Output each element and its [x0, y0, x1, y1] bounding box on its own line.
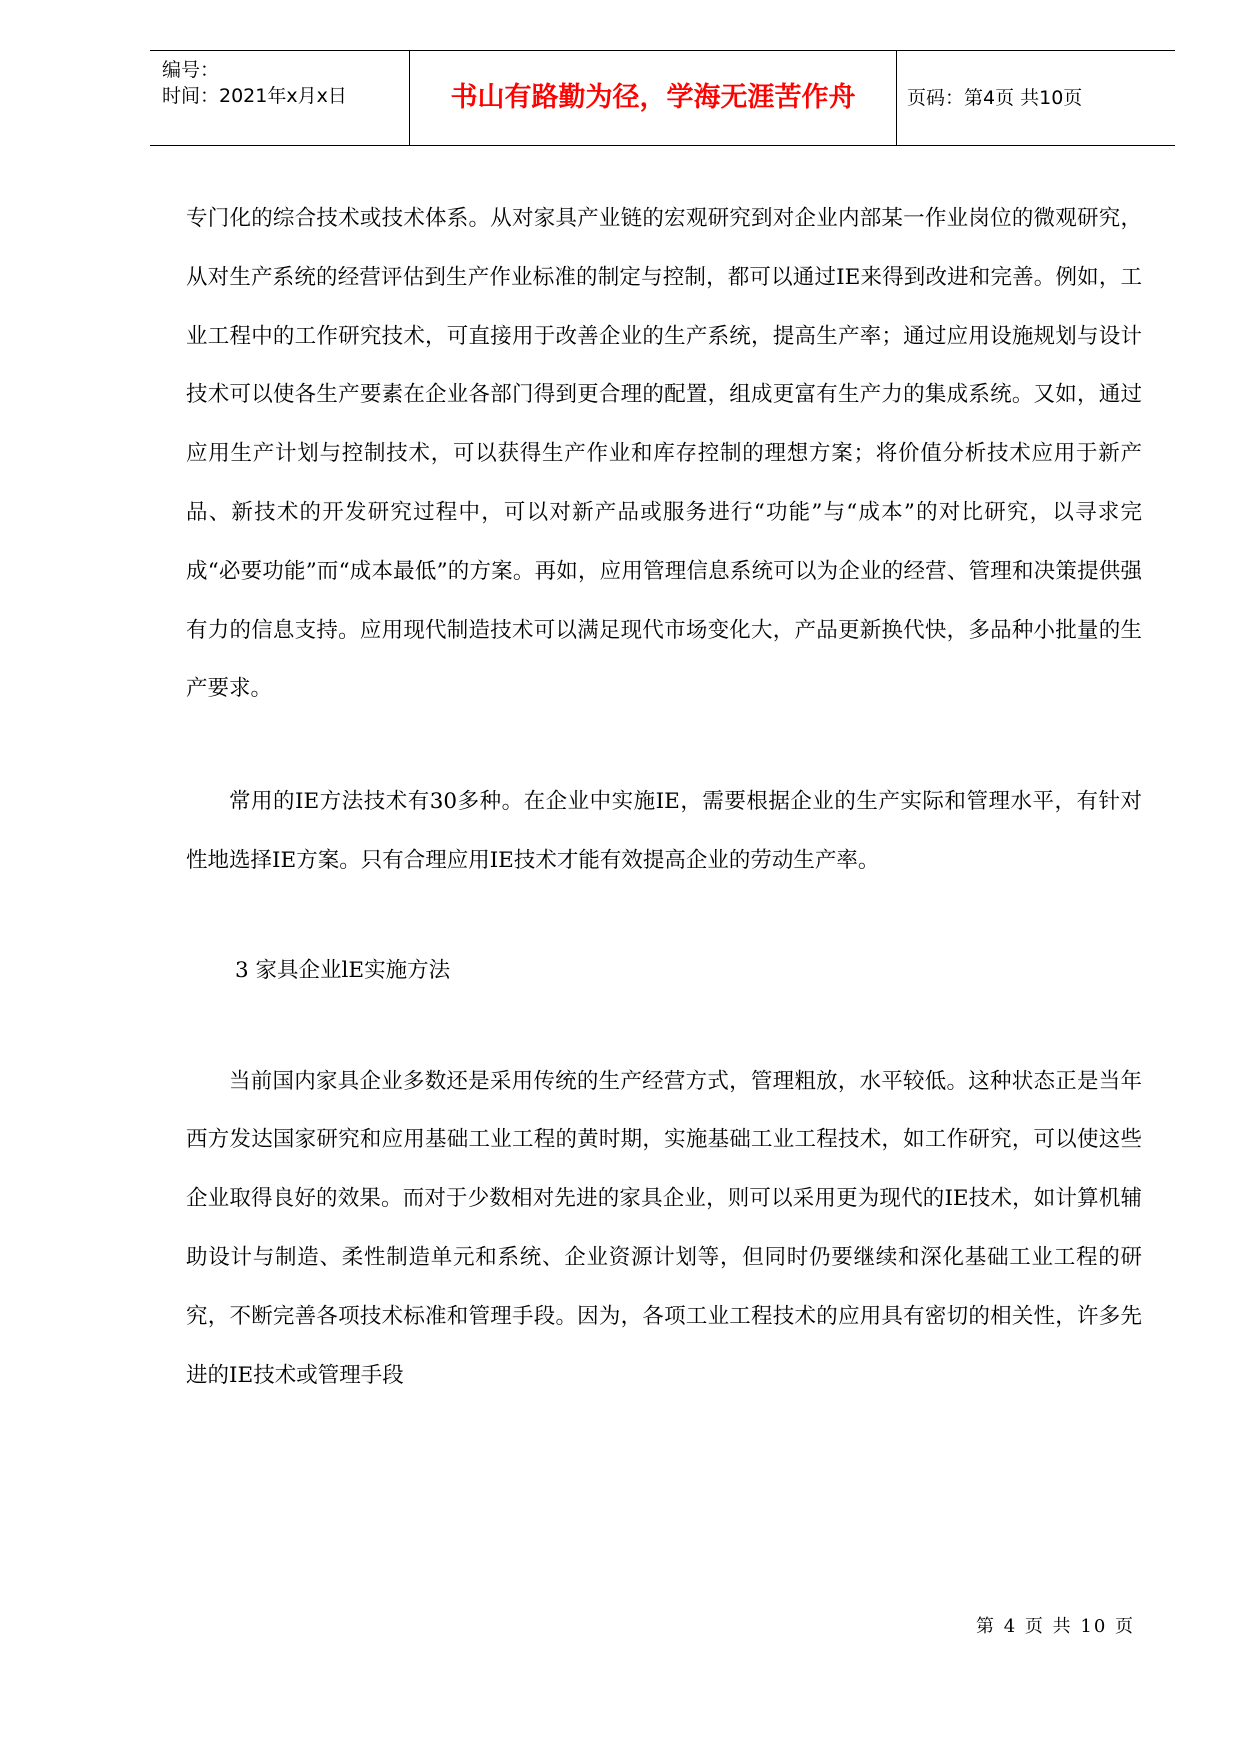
section-heading: 3 家具企业lE实施方法 [235, 957, 451, 983]
paragraph-3: 当前国内家具企业多数还是采用传统的生产经营方式，管理粗放，水平较低。这种状态正是当年西方发达国家研究和应用基础工业工程的黄时期，实施基础工业工程技术，如工作研究，可以使这些企业取得良好的效果。而对于少数相对先进的家具企业，则可以采用更为现代的IE技术，如计算机辅助设计与制造、柔性制造单元和系统、企业资源计划等，但同时仍要继续和深化基础工业工程的研究，不断完善各项技术标准和管理手段。因为，各项工业工程技术的应用具有密切的相关性，许多先进的IE技术或管理手段 [186, 1068, 1142, 1388]
time-label: 时间：2021年x月x日 [162, 85, 347, 107]
paragraph-1: 专门化的综合技术或技术体系。从对家具产业链的宏观研究到对企业内部某一作业岗位的微观研究，从对生产系统的经营评估到生产作业标准的制定与控制，都可以通过IE来得到改进和完善。例如，工业工程中的工作研究技术，可直接用于改善企业的生产系统，提高生产率；通过应用设施规划与设计技术可以使各生产要素在企业各部门得到更合理的配置，组成更富有生产力的集成系统。又如，通过应用生产计划与控制技术，可以获得生产作业和库存控制的理想方案；将价值分析技术应用于新产品、新技术的开发研究过程中，可以对新产品或服务进行“功能”与“成本”的对比研究，以寻求完成“必要功能”而“成本最低”的方案。再如，应用管理信息系统可以为企业的经营、管理和决策提供强有力的信息支持。应用现代制造技术可以满足现代市场变化大，产品更新换代快，多品种小批量的生产要求。 [186, 206, 1142, 702]
document-body [186, 190, 1142, 1405]
page-header [150, 50, 1175, 146]
page-footer: 第 4 页 共 10 页 [976, 1616, 1135, 1637]
header-page-info: 页码：第4页 共10页 [907, 87, 1083, 109]
paragraph-2: 常用的IE方法技术有30多种。在企业中实施IE，需要根据企业的生产实际和管理水平，有针对性地选择IE方案。只有合理应用IE技术才能有效提高企业的劳动生产率。 [186, 789, 1142, 873]
header-divider-right [896, 51, 897, 145]
header-meta [162, 57, 347, 109]
header-motto: 书山有路勤为径，学海无涯苦作舟 [450, 82, 856, 113]
serial-label: 编号： [162, 59, 220, 81]
